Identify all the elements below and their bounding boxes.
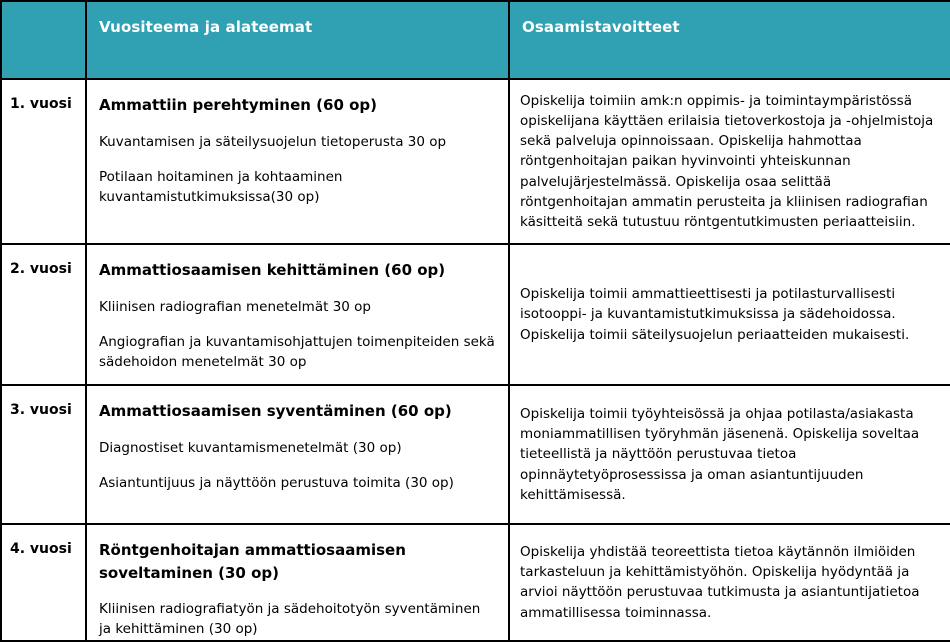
header-cell-year <box>1 1 86 79</box>
table-row-year-1 <box>1 79 950 244</box>
year-label: 3. vuosi <box>1 385 86 524</box>
objectives-cell: Opiskelija yhdistää teoreettista tietoa käytännön ilmiöiden tarkasteluun ja kehittämistyöhön. Opiskelija hyödyntää ja arvioi näyttöön perustuvaa tutkimusta ja asiantuntijatietoa ammatillisessa toiminnassa. <box>509 524 950 641</box>
table-header-row <box>1 1 950 79</box>
year-label: 4. vuosi <box>1 524 86 641</box>
theme-cell <box>86 385 509 524</box>
subtheme-item: Asiantuntijuus ja näyttöön perustuva toimita (30 op) <box>99 474 454 491</box>
theme-title: Röntgenhoitajan ammattiosaamisen soveltaminen (30 op) <box>99 541 406 582</box>
theme-cell <box>86 79 509 244</box>
subtheme-item: Potilaan hoitaminen ja kohtaaminen kuvantamistutkimuksissa(30 op) <box>99 168 343 205</box>
subtheme-item: Diagnostiset kuvantamismenetelmät (30 op) <box>99 439 402 456</box>
theme-cell <box>86 524 509 641</box>
theme-title: Ammattiin perehtyminen (60 op) <box>99 96 377 114</box>
table-row-year-4 <box>1 524 950 641</box>
objectives-cell: Opiskelija toimii ammattieettisesti ja potilasturvallisesti isotooppi- ja kuvantamistutkimuksissa ja sädehoidossa. Opiskelija toimii säteilysuojelun periaatteiden mukaisesti. <box>509 244 950 385</box>
theme-cell <box>86 244 509 385</box>
objectives-cell: Opiskelija toimii työyhteisössä ja ohjaa potilasta/asiakasta moniammatillisen työryhmän jäsenenä. Opiskelija soveltaa tieteellistä ja näyttöön perustuvaa tietoa opinnäytetyöprosessissa ja oman asiantuntijuuden kehittämisessä. <box>509 385 950 524</box>
subtheme-item: Kliinisen radiografiatyön ja sädehoitotyön syventäminen ja kehittäminen (30 op) <box>99 601 481 638</box>
year-label: 1. vuosi <box>1 79 86 244</box>
objectives-cell: Opiskelija toimiin amk:n oppimis- ja toimintaympäristössä opiskelijana käyttäen erilaisia tietoverkostoja ja -ohjelmistoja sekä palveluja opinnoissaan. Opiskelija hahmottaa röntgenhoitajan paikan hyvinvointi yhteiskunnan palvelujärjestelmässä. Opiskelija osaa selittää röntgenhoitajan ammatin perusteita ja kliinisen radiografian käsitteitä sekä tutustuu röntgentutkimusten periaatteisiin. <box>509 79 950 244</box>
table-row-year-3 <box>1 385 950 524</box>
theme-title: Ammattiosaamisen kehittäminen (60 op) <box>99 261 446 279</box>
header-cell-objectives: Osaamistavoitteet <box>509 1 950 79</box>
subtheme-item: Kuvantamisen ja säteilysuojelun tietoperusta 30 op <box>99 133 447 150</box>
year-label: 2. vuosi <box>1 244 86 385</box>
header-cell-themes: Vuositeema ja alateemat <box>86 1 509 79</box>
subtheme-item: Angiografian ja kuvantamisohjattujen toimenpiteiden sekä sädehoidon menetelmät 30 op <box>99 333 495 370</box>
subtheme-item: Kliinisen radiografian menetelmät 30 op <box>99 298 371 315</box>
table-row-year-2 <box>1 244 950 385</box>
theme-title: Ammattiosaamisen syventäminen (60 op) <box>99 402 452 420</box>
